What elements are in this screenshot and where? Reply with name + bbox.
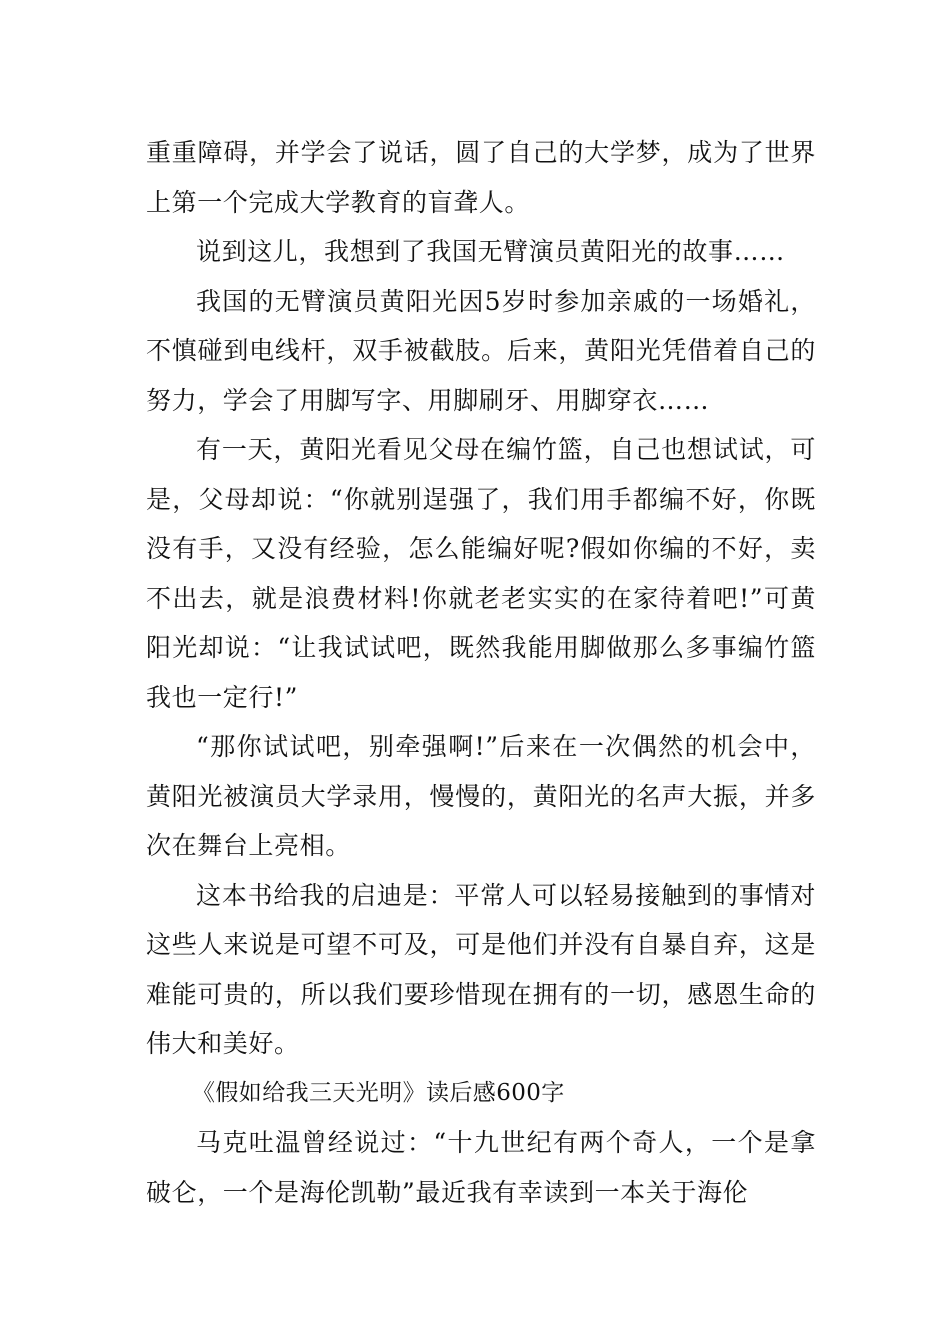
- paragraph-success: “那你试试吧，别牵强啊!”后来在一次偶然的机会中，黄阳光被演员大学录用，慢慢的，黄阳光的名声大振，并多次在舞台上亮相。: [146, 732, 816, 860]
- paragraph-basket: 有一天，黄阳光看见父母在编竹篮，自己也想试试，可是，父母却说：“你就别逞强了，我们用手都编不好，你既没有手，又没有经验，怎么能编好呢?假如你编的不好，卖不出去，就是浪费材料!你就老老实实的在家待着吧!”可黄阳光却说：“让我试试吧，既然我能用脚做那么多事编竹篮我也一定行!”: [146, 435, 816, 712]
- section-title: 《假如给我三天光明》读后感600字: [192, 1079, 565, 1106]
- document-body: [146, 128, 816, 1217]
- paragraph-continuation: 重重障碍，并学会了说话，圆了自己的大学梦，成为了世界上第一个完成大学教育的盲聋人。: [146, 138, 816, 217]
- paragraph-accident: 我国的无臂演员黄阳光因5岁时参加亲戚的一场婚礼，不慎碰到电线杆，双手被截肢。后来，黄阳光凭借着自己的努力，学会了用脚写字、用脚刷牙、用脚穿衣……: [146, 286, 816, 415]
- paragraph-quote: 马克吐温曾经说过：“十九世纪有两个奇人，一个是拿破仑，一个是海伦凯勒”最近我有幸读到一本关于海伦: [146, 1128, 816, 1207]
- paragraph-intro-story: 说到这儿，我想到了我国无臂演员黄阳光的故事……: [196, 237, 785, 266]
- paragraph-inspiration: 这本书给我的启迪是：平常人可以轻易接触到的事情对这些人来说是可望不可及，可是他们并没有自暴自弃，这是难能可贵的，所以我们要珍惜现在拥有的一切，感恩生命的伟大和美好。: [146, 880, 816, 1058]
